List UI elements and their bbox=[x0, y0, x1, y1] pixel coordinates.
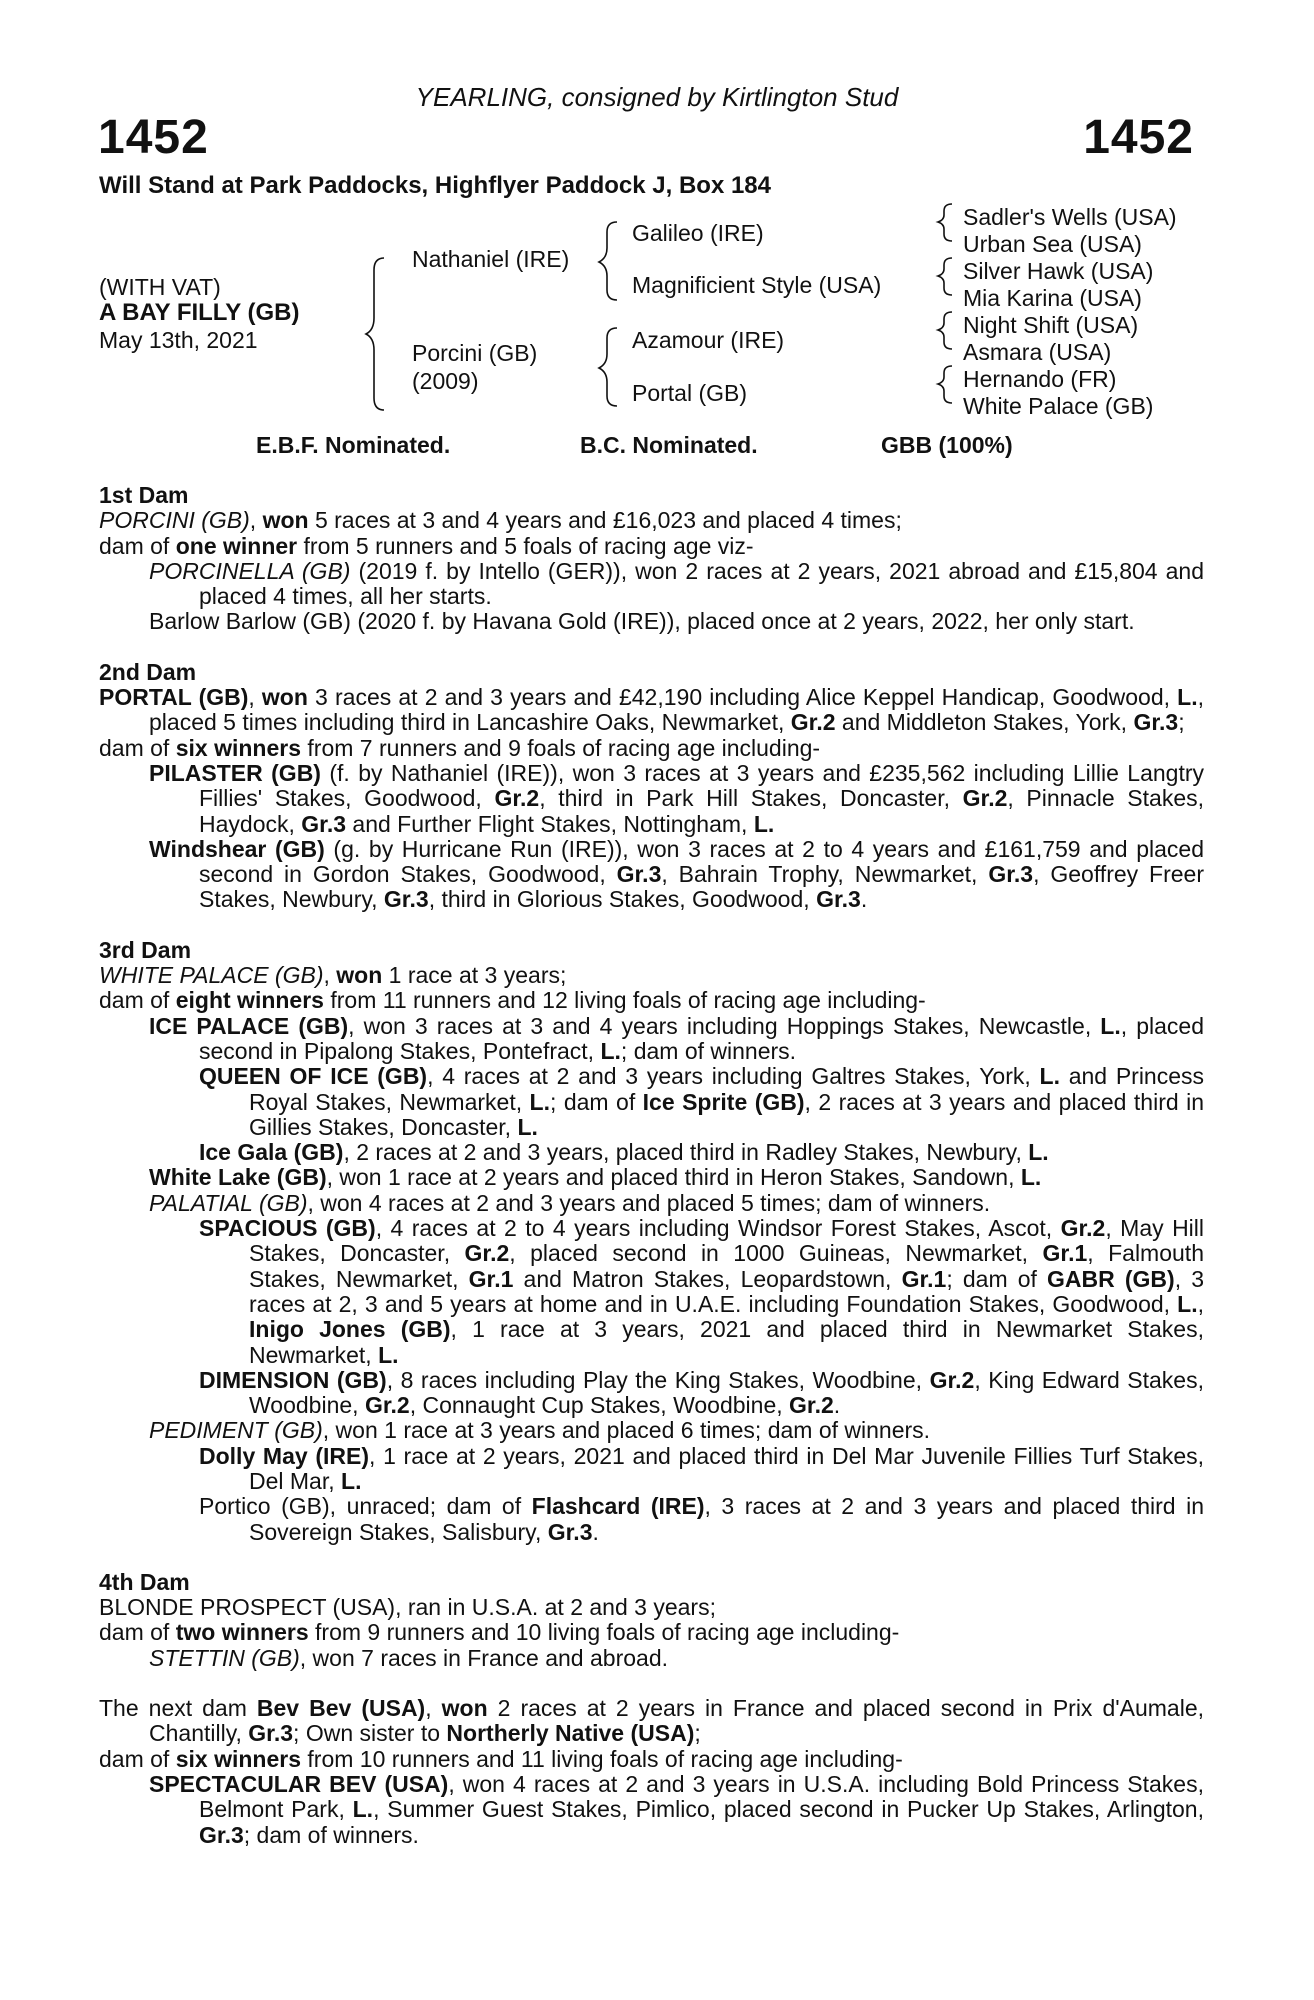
sire-name: Nathaniel (IRE) bbox=[412, 246, 570, 272]
second-dam-heading: 2nd Dam bbox=[99, 658, 197, 685]
gbb-status: GBB (100%) bbox=[881, 432, 1013, 458]
dam-records bbox=[99, 483, 1204, 1848]
ggp-3: Silver Hawk (USA) bbox=[963, 258, 1154, 284]
dam-name: Porcini (GB) bbox=[412, 340, 538, 366]
granddam-2: Portal (GB) bbox=[632, 380, 748, 406]
next-dam-record: The next dam Bev Bev (USA), won 2 races at 2 years in France and placed second in Prix d'Aumale, Chantilly, Gr.3; Own sister to Northerly Native (USA); bbox=[99, 1695, 1204, 1747]
horse-name: A BAY FILLY (GB) bbox=[99, 299, 300, 326]
lot-number-left: 1452 bbox=[98, 111, 209, 164]
produce-porcinella: PORCINELLA (GB) (2019 f. by Intello (GER)), won 2 races at 2 years, 2021 abroad and £15,804 and placed 4 times, all her starts. bbox=[149, 557, 1204, 610]
produce-pilaster: PILASTER (GB) (f. by Nathaniel (IRE)), won 3 races at 3 years and £235,562 including Lillie Langtry Fillies' Stakes, Goodwood, Gr.2, third in Park Hill Stakes, Doncaster, Gr.2, Pinnacle Stakes, Haydock, Gr.3 and Further Flight Stakes, Nottingham, L. bbox=[149, 759, 1204, 837]
ebf-nomination: E.B.F. Nominated. bbox=[256, 432, 451, 458]
consignment-subtitle: YEARLING, consigned by Kirtlington Stud bbox=[415, 82, 899, 112]
first-dam-heading: 1st Dam bbox=[99, 482, 189, 508]
stand-location: Will Stand at Park Paddocks, Highflyer Paddock J, Box 184 bbox=[99, 172, 771, 199]
second-dam-produce: dam of six winners from 7 runners and 9 foals of racing age including- bbox=[99, 734, 821, 761]
produce-ice-palace: ICE PALACE (GB), won 3 races at 3 and 4 years including Hoppings Stakes, Newcastle, L., placed second in Pipalong Stakes, Pontefract, L.; dam of winners. bbox=[149, 1012, 1204, 1064]
ggp-6: Asmara (USA) bbox=[963, 339, 1112, 365]
dam-year: (2009) bbox=[412, 368, 479, 394]
vat-note: (WITH VAT) bbox=[99, 274, 221, 300]
produce-spectacular-bev: SPECTACULAR BEV (USA), won 4 races at 2 and 3 years in U.S.A. including Bold Princess Stakes, Belmont Park, L., Summer Guest Stakes, Pimlico, placed second in Pucker Up Stakes, Arlington, Gr.3; dam of winners. bbox=[149, 1770, 1204, 1848]
produce-white-lake: White Lake (GB), won 1 race at 2 years and placed third in Heron Stakes, Sandown, L. bbox=[149, 1164, 1042, 1191]
third-dam-produce: dam of eight winners from 11 runners and 12 living foals of racing age including- bbox=[99, 987, 926, 1014]
produce-spacious: SPACIOUS (GB), 4 races at 2 to 4 years including Windsor Forest Stakes, Ascot, Gr.2, May Hill Stakes, Doncaster, Gr.2, placed second in 1000 Guineas, Newmarket, Gr.1, Falmouth Stakes, Newmarket, Gr.1 and Matron Stakes, Leopardstown, Gr.1; dam of GABR (GB), 3 races at 2, 3 and 5 years at home and in U.A.E. including Foundation Stakes, Goodwood, L., Inigo Jones (GB), 1 race at 3 years, 2021 and placed third in Newmarket Stakes, Newmarket, L. bbox=[199, 1215, 1205, 1368]
ggp-8: White Palace (GB) bbox=[963, 393, 1154, 419]
grandsire-2: Azamour (IRE) bbox=[632, 327, 785, 353]
fourth-dam-produce: dam of two winners from 9 runners and 10 living foals of racing age including- bbox=[99, 1619, 900, 1646]
first-dam-produce: dam of one winner from 5 runners and 5 foals of racing age viz- bbox=[99, 532, 754, 559]
produce-pediment: PEDIMENT (GB), won 1 race at 3 years and placed 6 times; dam of winners. bbox=[149, 1417, 931, 1444]
produce-palatial: PALATIAL (GB), won 4 races at 2 and 3 years and placed 5 times; dam of winners. bbox=[149, 1189, 991, 1216]
horse-dob: May 13th, 2021 bbox=[99, 327, 258, 353]
ggp-7: Hernando (FR) bbox=[963, 366, 1117, 392]
third-dam-heading: 3rd Dam bbox=[99, 936, 192, 963]
second-dam-record: PORTAL (GB), won 3 races at 2 and 3 years and £42,190 including Alice Keppel Handicap, Goodwood, L., placed 5 times including third in Lancashire Oaks, Newmarket, Gr.2 and Middleton Stakes, York, Gr.3; bbox=[99, 684, 1204, 736]
lot-number-right: 1452 bbox=[1083, 111, 1194, 164]
produce-queen-of-ice: QUEEN OF ICE (GB), 4 races at 2 and 3 years including Galtres Stakes, York, L. and Princess Royal Stakes, Newmarket, L.; dam of Ice Sprite (GB), 2 races at 3 years and placed third in Gillies Stakes, Doncaster, L. bbox=[199, 1063, 1205, 1140]
grandsire-1: Galileo (IRE) bbox=[632, 220, 764, 246]
produce-ice-gala: Ice Gala (GB), 2 races at 2 and 3 years, placed third in Radley Stakes, Newbury, L. bbox=[199, 1139, 1049, 1166]
produce-windshear: Windshear (GB) (g. by Hurricane Run (IRE)), won 3 races at 2 to 4 years and £161,759 and placed second in Gordon Stakes, Goodwood, Gr.3, Bahrain Trophy, Newmarket, Gr.3, Geoffrey Freer Stakes, Newbury, Gr.3, third in Glorious Stakes, Goodwood, Gr.3. bbox=[149, 835, 1204, 913]
fourth-dam-heading: 4th Dam bbox=[99, 1568, 190, 1595]
third-dam-record: WHITE PALACE (GB), won 1 race at 3 years; bbox=[99, 962, 567, 989]
produce-stettin: STETTIN (GB), won 7 races in France and abroad. bbox=[149, 1644, 668, 1671]
ggp-4: Mia Karina (USA) bbox=[963, 285, 1142, 311]
first-dam-record: PORCINI (GB), won 5 races at 3 and 4 years and £16,023 and placed 4 times; bbox=[99, 507, 902, 534]
produce-dimension: DIMENSION (GB), 8 races including Play the King Stakes, Woodbine, Gr.2, King Edward Stakes, Woodbine, Gr.2, Connaught Cup Stakes, Woodbine, Gr.2. bbox=[199, 1366, 1204, 1419]
next-dam-produce: dam of six winners from 10 runners and 11 living foals of racing age including- bbox=[99, 1745, 903, 1772]
produce-dolly-may: Dolly May (IRE), 1 race at 2 years, 2021 and placed third in Del Mar Juvenile Fillies Turf Stakes, Del Mar, L. bbox=[199, 1442, 1204, 1494]
bc-nomination: B.C. Nominated. bbox=[580, 432, 758, 458]
produce-barlow-barlow: Barlow Barlow (GB) (2020 f. by Havana Gold (IRE)), placed once at 2 years, 2022, her only start. bbox=[149, 608, 1135, 635]
fourth-dam-record: BLONDE PROSPECT (USA), ran in U.S.A. at 2 and 3 years; bbox=[99, 1594, 716, 1621]
ggp-5: Night Shift (USA) bbox=[963, 312, 1139, 338]
ggp-1: Sadler's Wells (USA) bbox=[963, 204, 1177, 230]
ggp-2: Urban Sea (USA) bbox=[963, 231, 1142, 257]
granddam-1: Magnificient Style (USA) bbox=[632, 272, 882, 298]
produce-portico: Portico (GB), unraced; dam of Flashcard (IRE), 3 races at 2 and 3 years and placed third in Sovereign Stakes, Salisbury, Gr.3. bbox=[199, 1493, 1204, 1545]
